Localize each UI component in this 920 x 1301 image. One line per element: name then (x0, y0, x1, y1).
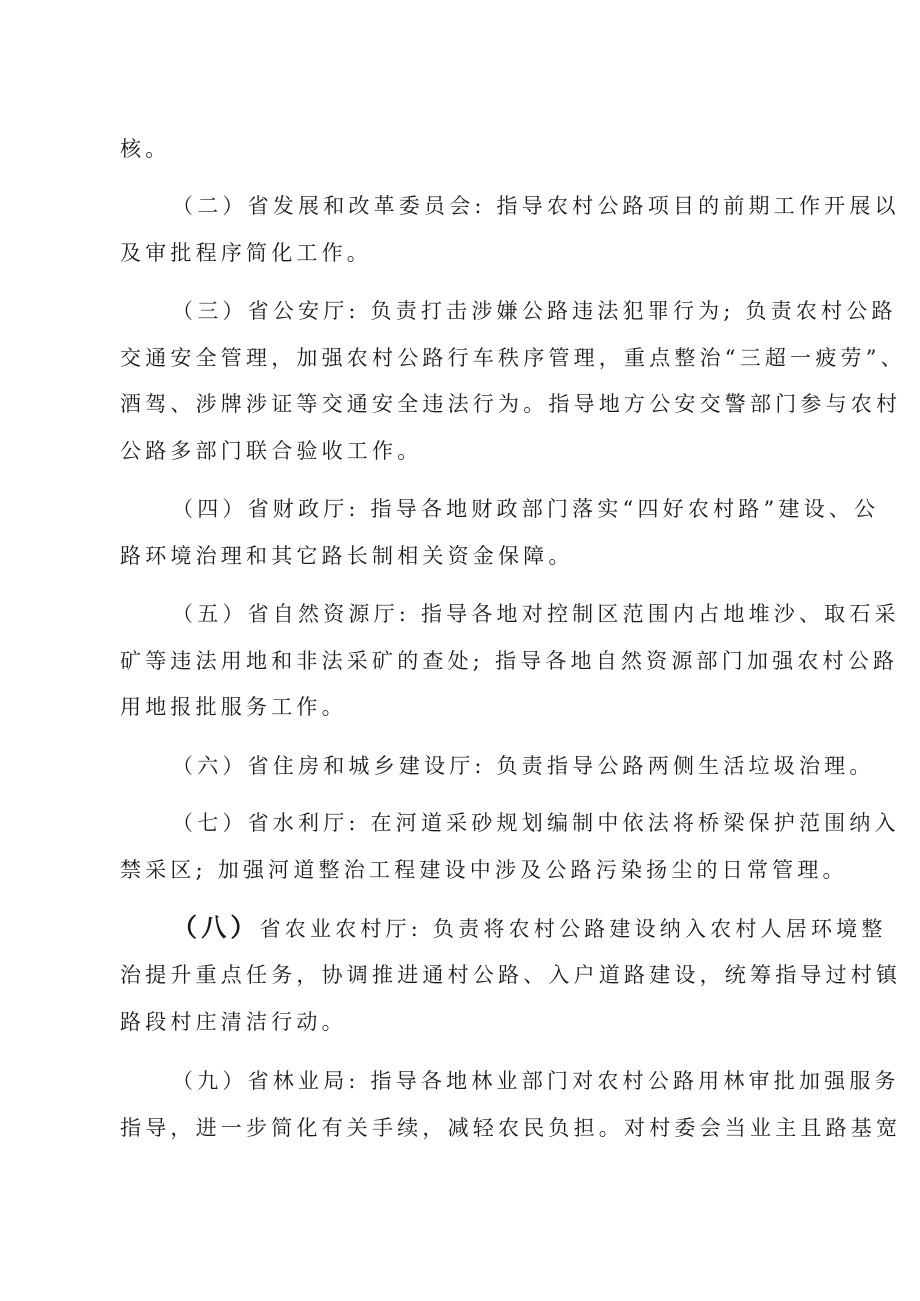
paragraph-agriculture-line-1-text: 省农业农村厅: 负责将农村公路建设纳入农村人居环境整 (259, 917, 887, 941)
paragraph-dev-reform-line-1: （二）省发展和改革委员会: 指导农村公路项目的前期工作开展以 (172, 194, 900, 218)
text-line: 核。 (120, 137, 171, 161)
section-number-eight: （八） (172, 913, 260, 942)
paragraph-natural-resources-line-1: （五）省自然资源厅: 指导各地对控制区范围内占地堆沙、取石采 (172, 602, 900, 626)
paragraph-agriculture-line-1 (172, 913, 887, 944)
paragraph-water-line-2: 禁采区; 加强河道整治工程建设中涉及公路污染扬尘的日常管理。 (120, 858, 848, 882)
paragraph-finance-line-1: （四）省财政厅: 指导各地财政部门落实“四好农村路”建设、公 (172, 497, 880, 521)
paragraph-public-security-line-1: （三）省公安厅: 负责打击涉嫌公路违法犯罪行为; 负责农村公路 (172, 299, 897, 323)
paragraph-finance-line-2: 路环境治理和其它路长制相关资金保障。 (120, 544, 574, 568)
paragraph-forestry-line-1: （九）省林业局: 指导各地林业部门对农村公路用林审批加强服务 (172, 1069, 900, 1093)
paragraph-water-line-1: （七）省水利厅: 在河道采砂规划编制中依法将桥梁保护范围纳入 (172, 811, 900, 835)
paragraph-public-security-line-3: 酒驾、涉牌涉证等交通安全违法行为。指导地方公安交警部门参与农村 (120, 392, 902, 416)
paragraph-forestry-line-2: 指导，进一步简化有关手续，减轻农民负担。对村委会当业主且路基宽 (120, 1116, 902, 1140)
paragraph-natural-resources-line-3: 用地报批服务工作。 (120, 695, 347, 719)
paragraph-natural-resources-line-2: 矿等违法用地和非法采矿的查处; 指导各地自然资源部门加强农村公路 (120, 649, 899, 673)
paragraph-agriculture-line-3: 路段村庄清洁行动。 (120, 1010, 347, 1034)
paragraph-public-security-line-2: 交通安全管理，加强农村公路行车秩序管理，重点整治“三超一疲劳”、 (120, 346, 906, 370)
paragraph-public-security-line-4: 公路多部门联合验收工作。 (120, 439, 423, 463)
paragraph-agriculture-line-2: 治提升重点任务，协调推进通村公路、入户道路建设，统筹指导过村镇 (120, 963, 902, 987)
paragraph-dev-reform-line-2: 及审批程序简化工作。 (120, 241, 372, 265)
paragraph-housing-line-1: （六）省住房和城乡建设厅: 负责指导公路两侧生活垃圾治理。 (172, 754, 875, 778)
